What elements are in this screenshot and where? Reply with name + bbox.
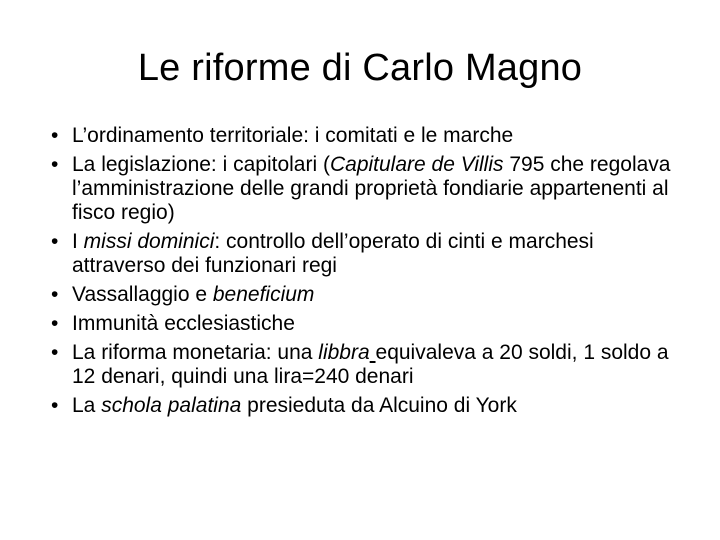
bullet-text: Vassallaggio e (72, 283, 213, 306)
bullet-list (52, 124, 692, 423)
bullet-icon: • (51, 124, 59, 147)
bullet-item-schola-palatina (52, 394, 692, 418)
schola-palatina-text: schola palatina (101, 394, 242, 417)
bullet-text: presieduta da Alcuino di York (241, 394, 517, 417)
bullet-icon: • (51, 283, 59, 306)
libbra-text: libbra (318, 341, 370, 364)
bullet-icon: • (51, 394, 59, 417)
bullet-text: La riforma monetaria: una (72, 341, 319, 364)
bullet-icon: • (51, 312, 59, 335)
bullet-icon: • (51, 230, 59, 253)
bullet-item-monetary-reform (52, 341, 692, 389)
bullet-text: L’ordinamento territoriale: i comitati e le marche (72, 124, 514, 147)
bullet-text: Immunità ecclesiastiche (72, 312, 295, 335)
missi-dominici-text: missi dominici (83, 230, 215, 253)
bullet-icon: • (51, 341, 59, 364)
bullet-text: La (72, 394, 102, 417)
bullet-item-territorial-order (52, 124, 692, 148)
bullet-text: 795 che regolava l’amministrazione delle grandi proprietà fondiarie appartenenti al fisco regio) (72, 153, 671, 224)
bullet-text: La legislazione: i capitolari ( (72, 153, 330, 176)
bullet-text: equivaleva a 20 soldi, 1 soldo a 12 denari, quindi una lira=240 denari (72, 341, 669, 388)
bullet-item-missi-dominici (52, 230, 692, 278)
capitulare-de-villis-text: Capitulare de Villis (329, 153, 504, 176)
beneficium-text: beneficium (212, 283, 315, 306)
bullet-item-vassalage (52, 283, 692, 307)
bullet-text: I (72, 230, 84, 253)
bullet-item-immunity (52, 312, 692, 336)
slide-title: Le riforme di Carlo Magno (137, 47, 583, 89)
bullet-item-legislation (52, 153, 692, 225)
bullet-icon: • (51, 153, 59, 176)
bullet-text: : controllo dell’operato di cinti e marchesi attraverso dei funzionari regi (72, 230, 594, 277)
